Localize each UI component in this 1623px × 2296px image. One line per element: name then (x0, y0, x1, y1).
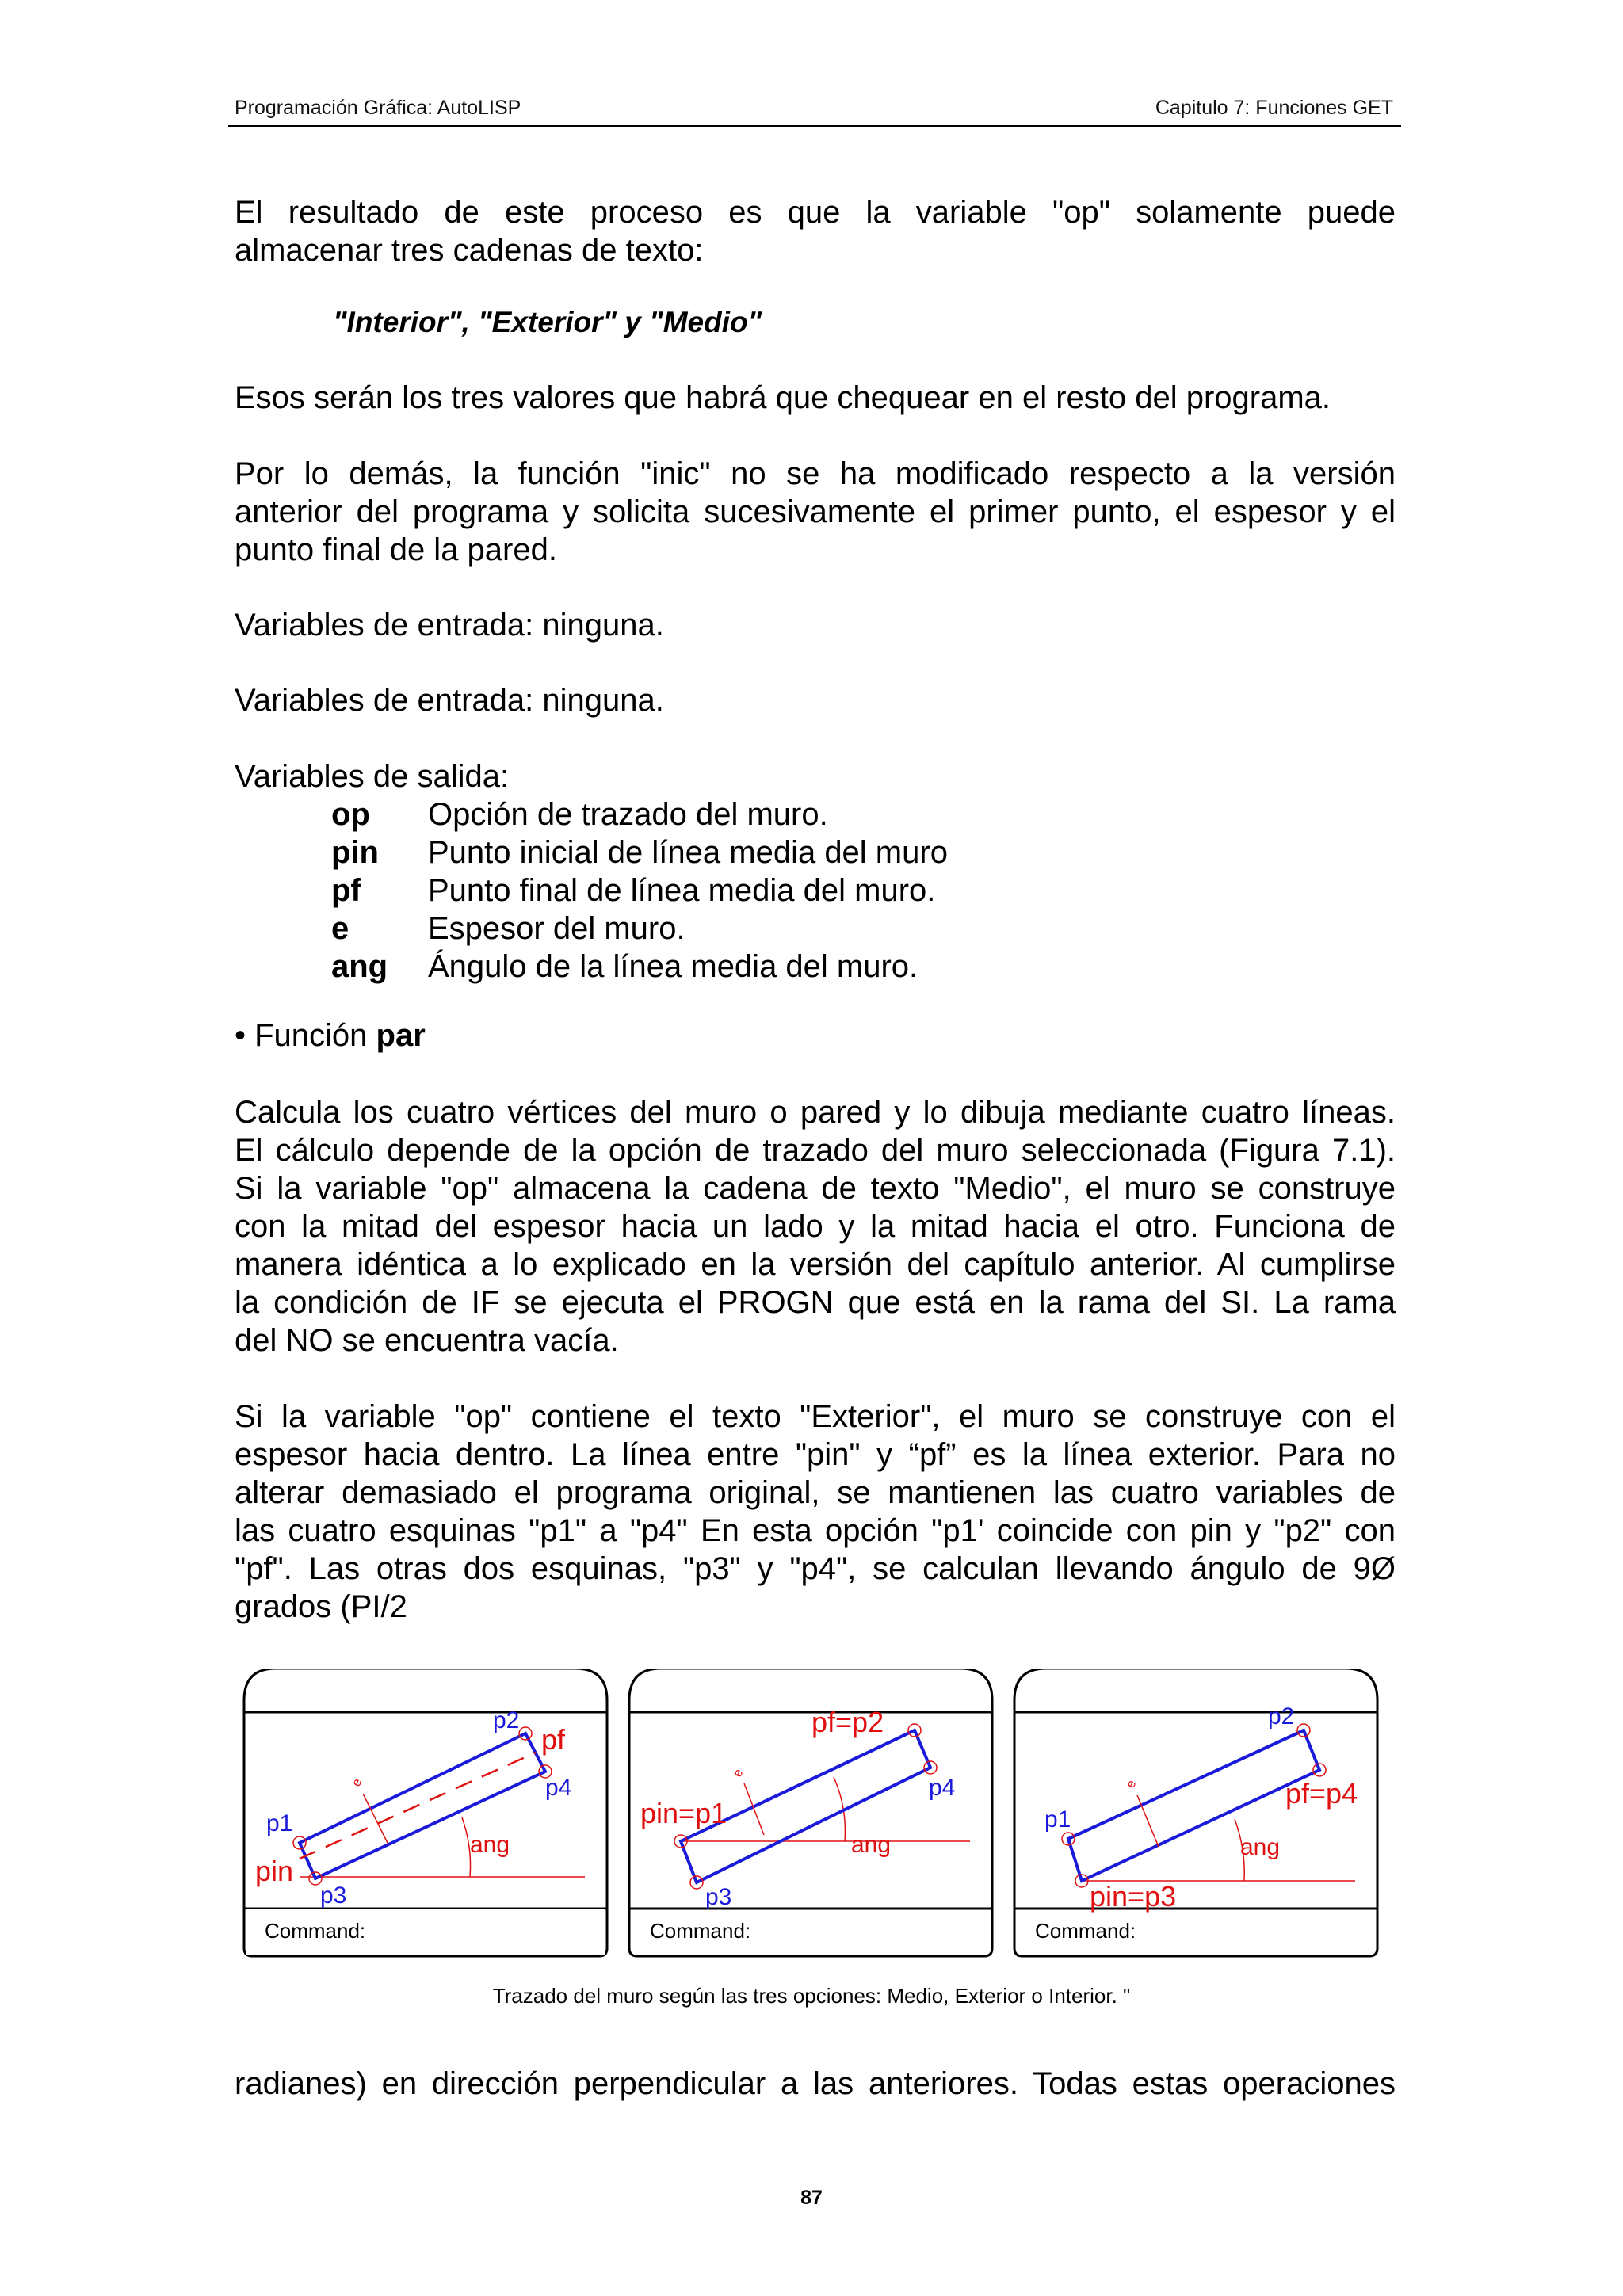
paragraph-1 (235, 193, 1396, 269)
label-p2: p2 (1268, 1703, 1295, 1730)
paragraph-line: Variables de entrada: ninguna. (235, 683, 664, 718)
paragraph-line: las cuatro esquinas "p1" a "p4" En esta opción "p1' coincide con pin y "p2" con (235, 1513, 1396, 1548)
paragraph-line: anterior del programa y solicita sucesivamente el primer punto, el espesor y el (235, 494, 1396, 529)
paragraph-line: punto final de la pared. (235, 532, 557, 567)
var-name: op (331, 797, 370, 832)
paragraph-line: manera idéntica a lo explicado en la versión del capítulo anterior. Al cumplirse (235, 1247, 1396, 1282)
paragraph-line: Si la variable "op" contiene el texto "Exterior", el muro se construye con el (235, 1399, 1396, 1434)
label-p3: p3 (705, 1884, 732, 1910)
paragraph-6 (235, 757, 1396, 795)
label-pf: pf (541, 1723, 566, 1756)
paragraph-4 (235, 606, 1396, 644)
paragraph-line: El cálculo depende de la opción de trazado del muro seleccionada (Figura 7.1). (235, 1133, 1396, 1168)
paragraph-line: almacenar tres cadenas de texto: (235, 233, 704, 268)
paragraph-line: con la mitad del espesor hacia un lado y la mitad hacia el otro. Funciona de (235, 1209, 1396, 1244)
paragraph-line: Variables de salida: (235, 759, 510, 794)
paragraph-5 (235, 681, 1396, 719)
paragraph-line: radianes) en dirección perpendicular a las anteriores. Todas estas operaciones (235, 2066, 1396, 2101)
paragraph-line: del NO se encuentra vacía. (235, 1323, 619, 1358)
thickness-label: e (1124, 1778, 1140, 1791)
bullet-prefix: • Función (235, 1018, 376, 1053)
command-label: Command: (650, 1919, 751, 1943)
paragraph-3 (235, 455, 1396, 569)
panel-exterior (629, 1669, 992, 1956)
paragraph-line: Por lo demás, la función "inic" no se ha modificado respecto a la versión (235, 456, 1396, 491)
header-left: Programación Gráfica: AutoLISP (235, 97, 521, 119)
wall-options-figure (238, 1669, 1384, 1974)
paragraph-line: Si la variable "op" almacena la cadena de texto "Medio", el muro se construye (235, 1171, 1396, 1206)
var-desc: Punto final de línea media del muro. (428, 873, 936, 908)
label-p4: p4 (929, 1775, 956, 1801)
var-name: pin (331, 835, 379, 870)
header-rule (228, 125, 1401, 127)
command-label: Command: (265, 1919, 366, 1943)
paragraph-line: Esos serán los tres valores que habrá que chequear en el resto del programa. (235, 380, 1331, 415)
panel-medio (244, 1669, 607, 1956)
label-p3: p3 (320, 1882, 347, 1909)
label-pin: pin=p1 (640, 1797, 727, 1829)
label-pf: pf=p4 (1285, 1777, 1358, 1810)
label-ang: ang (470, 1832, 510, 1858)
label-pin: pin=p3 (1090, 1880, 1177, 1913)
thickness-label: e (731, 1767, 747, 1779)
label-p1: p1 (266, 1810, 293, 1836)
paragraph-line: "pf". Las otras dos esquinas, "p3" y "p4", se calculan llevando ángulo de 9Ø (235, 1551, 1396, 1586)
options-title: "Interior", "Exterior" y "Medio" (333, 306, 762, 338)
thickness-label: e (349, 1776, 365, 1789)
paragraph-7 (235, 1093, 1396, 1360)
label-p4: p4 (545, 1775, 572, 1801)
page-number: 87 (800, 2187, 823, 2209)
paragraph-line: espesor hacia dentro. La línea entre "pin" y “pf” es la línea exterior. Para no (235, 1437, 1396, 1472)
label-ang: ang (1240, 1834, 1281, 1860)
label-p1: p1 (1044, 1806, 1071, 1833)
label-p2: p2 (493, 1707, 520, 1733)
label-pf: pf=p2 (812, 1706, 884, 1738)
paragraph-8 (235, 1398, 1396, 1626)
paragraph-line: la condición de IF se ejecuta el PROGN que está en la rama del SI. La rama (235, 1285, 1396, 1320)
header-right: Capitulo 7: Funciones GET (1155, 97, 1393, 119)
figure-caption: Trazado del muro según las tres opciones: Medio, Exterior o Interior. " (492, 1984, 1131, 2008)
command-label: Command: (1035, 1919, 1136, 1943)
paragraph-9 (235, 2065, 1396, 2103)
var-name: ang (331, 949, 388, 984)
panel-interior (1014, 1669, 1377, 1956)
function-name: par (376, 1018, 426, 1053)
label-pin: pin (255, 1855, 294, 1887)
paragraph-line: grados (PI/2 (235, 1589, 407, 1624)
paragraph-line: alterar demasiado el programa original, se mantienen las cuatro variables de (235, 1475, 1396, 1510)
var-name: e (331, 911, 349, 946)
var-desc: Punto inicial de línea media del muro (428, 835, 948, 870)
var-desc: Opción de trazado del muro. (428, 797, 828, 832)
paragraph-2 (235, 379, 1396, 417)
var-desc: Ángulo de la línea media del muro. (428, 949, 918, 984)
label-ang: ang (851, 1832, 892, 1858)
paragraph-line: Calcula los cuatro vértices del muro o pared y lo dibuja mediante cuatro líneas. (235, 1095, 1396, 1130)
var-name: pf (331, 873, 361, 908)
paragraph-line: El resultado de este proceso es que la variable "op" solamente puede (235, 195, 1396, 230)
function-bullet (235, 1018, 426, 1054)
paragraph-line: Variables de entrada: ninguna. (235, 608, 664, 643)
var-desc: Espesor del muro. (428, 911, 685, 946)
